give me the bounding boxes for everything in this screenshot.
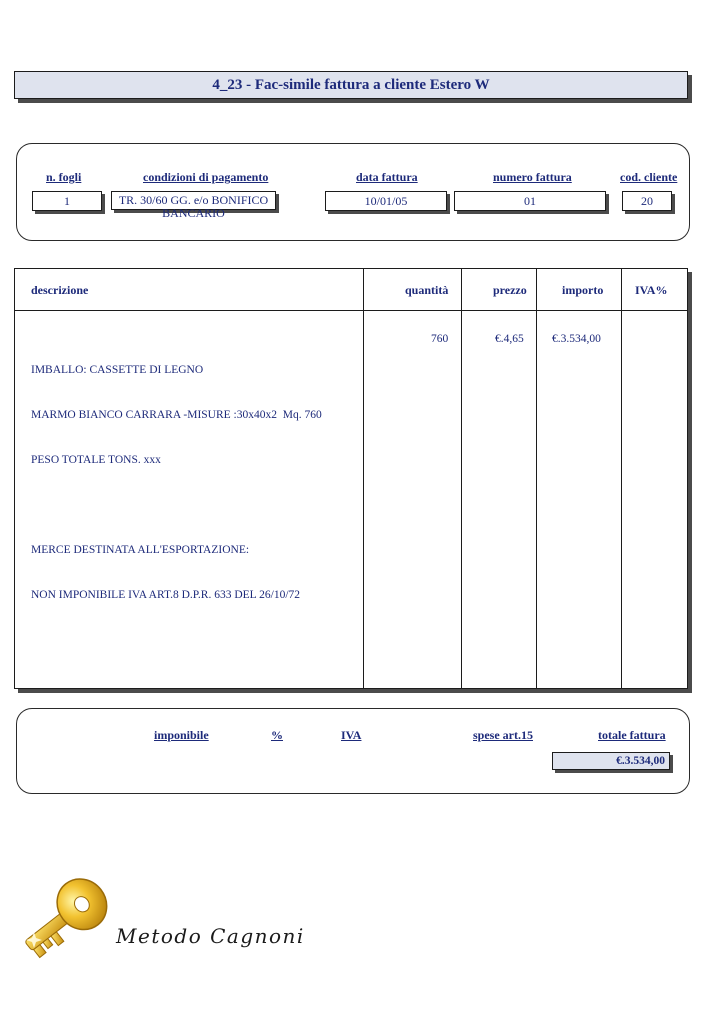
document-title: 4_23 - Fac-simile fattura a cliente Estero W [14,71,688,99]
label-condizioni-pagamento: condizioni di pagamento [143,170,269,184]
column-header-prezzo: prezzo [493,283,527,297]
signature-metodo-cagnoni: Metodo Cagnoni [116,924,305,948]
label-totale-fattura: totale fattura [598,728,666,742]
label-percent: % [271,728,283,742]
column-divider [461,269,462,688]
column-header-descrizione: descrizione [31,283,89,297]
value-data-fattura: 10/01/05 [325,191,447,211]
label-numero-fattura: numero fattura [493,170,572,184]
column-divider [536,269,537,688]
value-condizioni-pagamento [111,191,276,220]
column-header-quantita: quantità [405,283,449,297]
column-header-importo: importo [562,283,604,297]
cell-quantita: 760 [431,333,449,345]
column-header-iva: IVA% [635,283,668,297]
label-imponibile: imponibile [154,728,209,742]
description-line: MARMO BIANCO CARRARA -MISURE :30x40x2 Mq. 760 [31,409,322,421]
cell-prezzo: €.4,65 [495,333,524,345]
description-line: IMBALLO: CASSETTE DI LEGNO [31,364,204,376]
condizioni-line-1: TR. 30/60 GG. e/o BONIFICO [118,193,269,207]
condizioni-line-2: BANCARIO [162,206,225,220]
description-line: NON IMPONIBILE IVA ART.8 D.P.R. 633 DEL 26/10/72 [31,589,301,601]
totals-panel [16,708,690,794]
column-divider [363,269,364,688]
column-divider [621,269,622,688]
label-data-fattura: data fattura [356,170,418,184]
label-spese-art15: spese art.15 [473,728,533,742]
value-cod-cliente: 20 [622,191,672,211]
golden-key-icon [10,868,120,972]
description-line [31,498,322,513]
label-cod-cliente: cod. cliente [620,170,678,184]
cell-importo: €.3.534,00 [552,333,601,345]
description-line: PESO TOTALE TONS. xxx [31,454,161,466]
value-totale-fattura: €.3.534,00 [552,752,670,770]
items-table [14,268,688,689]
description-line: MERCE DESTINATA ALL'ESPORTAZIONE: [31,544,250,556]
value-numero-fattura: 01 [454,191,606,211]
item-description [31,333,322,633]
label-iva: IVA [341,728,362,742]
value-n-fogli: 1 [32,191,102,211]
label-n-fogli: n. fogli [46,170,82,184]
